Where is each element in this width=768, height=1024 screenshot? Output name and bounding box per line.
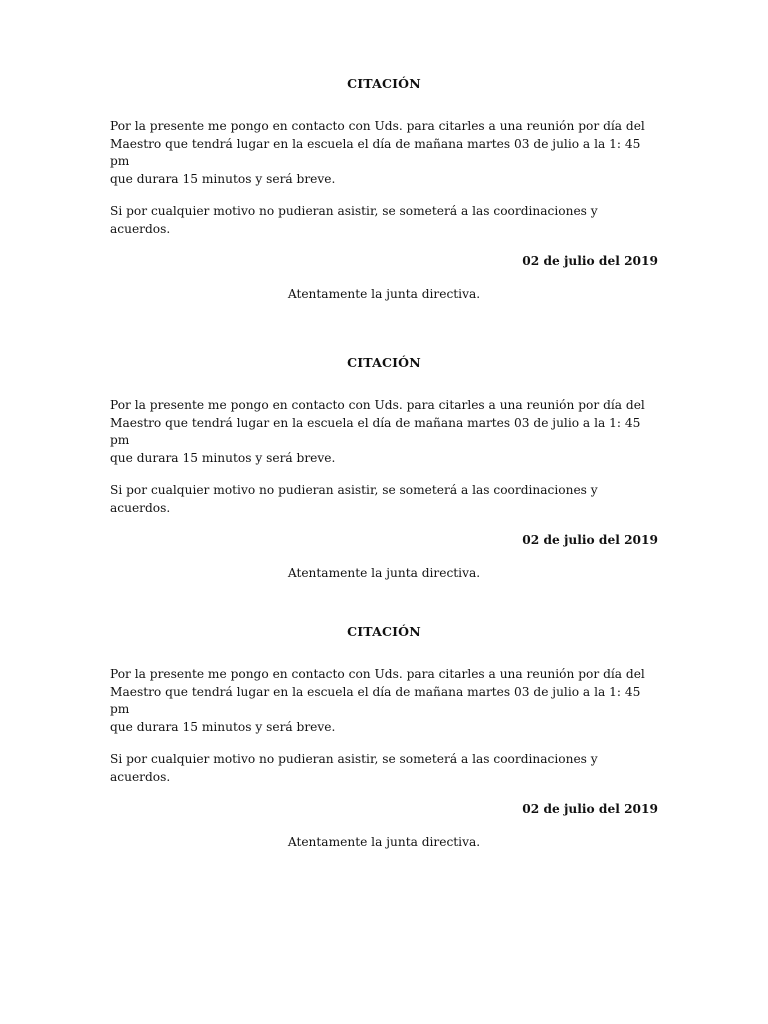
paragraph-line: Por la presente me pongo en contacto con Uds. para citarles a una reunión por día del <box>110 119 645 133</box>
notice-paragraph-1 <box>110 397 658 467</box>
citation-notice-3 <box>110 624 658 851</box>
notice-paragraph-2: Si por cualquier motivo no pudieran asistir, se someterá a las coordinaciones y acuerdos. <box>110 752 598 784</box>
paragraph-line: Maestro que tendrá lugar en la escuela el día de mañana martes 03 de julio a la 1: 45 pm <box>110 684 641 716</box>
paragraph-line: Maestro que tendrá lugar en la escuela el día de mañana martes 03 de julio a la 1: 45 pm <box>110 136 641 168</box>
notice-paragraph-2: Si por cualquier motivo no pudieran asistir, se someterá a las coordinaciones y acuerdos. <box>110 483 598 515</box>
paragraph-line: que durara 15 minutos y será breve. <box>110 450 336 465</box>
paragraph-line: Por la presente me pongo en contacto con Uds. para citarles a una reunión por día del <box>110 667 645 681</box>
notice-date: 02 de julio del 2019 <box>522 254 658 268</box>
notice-closing: Atentamente la junta directiva. <box>287 566 481 580</box>
notice-closing: Atentamente la junta directiva. <box>287 835 481 849</box>
notice-paragraph-1 <box>110 666 658 736</box>
paragraph-line: que durara 15 minutos y será breve. <box>110 719 336 734</box>
paragraph-line: Por la presente me pongo en contacto con Uds. para citarles a una reunión por día del <box>110 398 645 412</box>
paragraph-line: que durara 15 minutos y será breve. <box>110 171 336 186</box>
notice-paragraph-2: Si por cualquier motivo no pudieran asistir, se someterá a las coordinaciones y acuerdos. <box>110 204 598 236</box>
notice-title: CITACIÓN <box>347 355 421 370</box>
notice-date: 02 de julio del 2019 <box>522 802 658 816</box>
notice-paragraph-1 <box>110 118 658 188</box>
citation-notice-2 <box>110 355 658 582</box>
paragraph-line: Maestro que tendrá lugar en la escuela el día de mañana martes 03 de julio a la 1: 45 pm <box>110 415 641 447</box>
notice-date: 02 de julio del 2019 <box>522 533 658 547</box>
notice-closing: Atentamente la junta directiva. <box>287 287 481 301</box>
citation-notice-1 <box>110 76 658 303</box>
notice-title: CITACIÓN <box>347 624 421 639</box>
notice-title: CITACIÓN <box>347 76 421 91</box>
